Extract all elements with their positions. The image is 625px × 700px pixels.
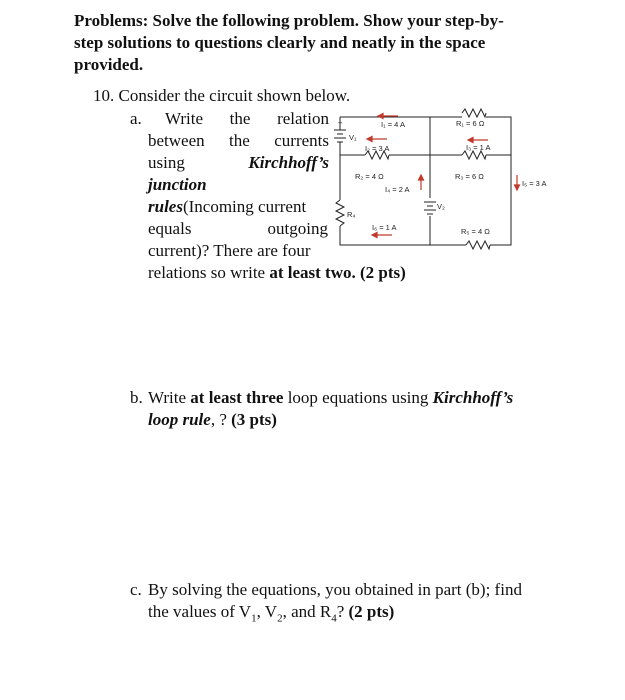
text: , and R xyxy=(282,602,332,621)
current-arrows xyxy=(367,114,520,238)
arrow-i2-icon xyxy=(367,137,372,142)
battery-v2-label: V₂ xyxy=(437,202,445,211)
part-c-label: c. xyxy=(130,580,142,599)
question-10-title: 10. Consider the circuit shown below. xyxy=(93,86,351,105)
part-a-line-3 xyxy=(148,152,329,174)
text: , ? xyxy=(210,410,232,429)
text: By solving the equations, you obtained in part (b); find xyxy=(148,580,522,599)
outer-loop-wire xyxy=(340,117,511,245)
part-c-text xyxy=(148,579,522,629)
circuit-wires xyxy=(340,117,511,245)
arrow-i1-icon xyxy=(378,114,383,119)
part-b-label: b. xyxy=(130,388,143,407)
part-a-line-6 xyxy=(148,218,328,240)
current-i5-label: I₅ = 3 A xyxy=(522,179,547,188)
word: between xyxy=(148,131,205,150)
part-a-line-5 xyxy=(148,196,306,218)
current-i2-label: I₂ = 3 A xyxy=(365,144,390,153)
resistor-r5 xyxy=(466,240,490,249)
word: currents xyxy=(274,131,329,150)
current-i3-label: I₃ = 1 A xyxy=(466,143,491,152)
current-i1-label: I₁ = 4 A xyxy=(381,120,406,129)
resistor-r5-label: R₅ = 4 Ω xyxy=(461,227,490,236)
word-kirchhoff: Kirchhoff’s xyxy=(248,153,329,172)
text: ? xyxy=(336,602,349,621)
text-kirchhoff: Kirchhoff’s xyxy=(432,388,514,407)
points-text: at least two. (2 pts) xyxy=(269,263,406,282)
word-rules: rules xyxy=(148,197,183,216)
text: the values of V xyxy=(148,602,252,621)
battery-v1-plus: + xyxy=(338,118,343,127)
text-loop-rule: loop rule xyxy=(148,410,211,429)
word: Write xyxy=(165,109,204,128)
battery-v1-label: V₁ xyxy=(349,133,357,142)
subscript: 1 xyxy=(251,612,257,625)
resistor-r2-label: R₂ = 4 Ω xyxy=(355,172,384,181)
part-a-line-4: junction xyxy=(148,175,207,194)
resistor-r3 xyxy=(462,151,486,159)
problem-header xyxy=(74,10,554,76)
part-a-line-8 xyxy=(148,262,406,284)
current-i4-label: I₄ = 2 A xyxy=(385,185,410,194)
part-b-text xyxy=(148,387,513,431)
resistor-r1-label: R₁ = 6 Ω xyxy=(456,119,485,128)
text: Write xyxy=(148,388,191,407)
part-a-line-1 xyxy=(165,108,329,130)
arrow-i3-icon xyxy=(468,138,473,143)
word: relations so write xyxy=(148,263,270,282)
text: loop equations using xyxy=(283,388,433,407)
header-line-1: Problems: Solve the following problem. Show your step-by- xyxy=(74,11,504,30)
word: the xyxy=(229,109,251,128)
current-i6-label: I₆ = 1 A xyxy=(372,223,397,232)
part-a-label: a. xyxy=(130,109,142,128)
part-c-line xyxy=(130,579,560,629)
subscript: 2 xyxy=(277,612,283,625)
points-text: (2 pts) xyxy=(348,602,395,621)
part-b xyxy=(130,387,560,431)
subscript: 4 xyxy=(331,612,337,625)
circuit-diagram xyxy=(325,100,565,255)
part-a-line-7: current)? There are four xyxy=(148,241,311,260)
text: , V xyxy=(256,602,278,621)
text-bold: at least three xyxy=(190,388,284,407)
word: using xyxy=(148,153,185,172)
resistor-r1 xyxy=(462,109,486,118)
arrow-i6-icon xyxy=(372,233,377,238)
part-b-line xyxy=(130,387,560,431)
arrow-i5-icon xyxy=(515,185,520,190)
part-a-line-2 xyxy=(148,130,329,152)
battery-v2 xyxy=(424,198,438,216)
resistor-r3-label: R₃ = 6 Ω xyxy=(455,172,484,181)
header-line-2: step solutions to questions clearly and neatly in the space xyxy=(74,33,486,52)
part-c xyxy=(130,579,560,629)
resistor-r4-label: R₄ xyxy=(347,210,356,219)
word: the xyxy=(229,131,250,150)
header-line-3: provided. xyxy=(74,55,144,74)
word: relation xyxy=(277,109,329,128)
word: outgoing xyxy=(267,219,328,238)
points-text: (3 pts) xyxy=(231,410,277,429)
arrow-i4-icon xyxy=(419,175,424,180)
word: (Incoming current xyxy=(182,197,307,216)
word: equals xyxy=(148,219,192,238)
resistor-r4 xyxy=(334,200,346,226)
